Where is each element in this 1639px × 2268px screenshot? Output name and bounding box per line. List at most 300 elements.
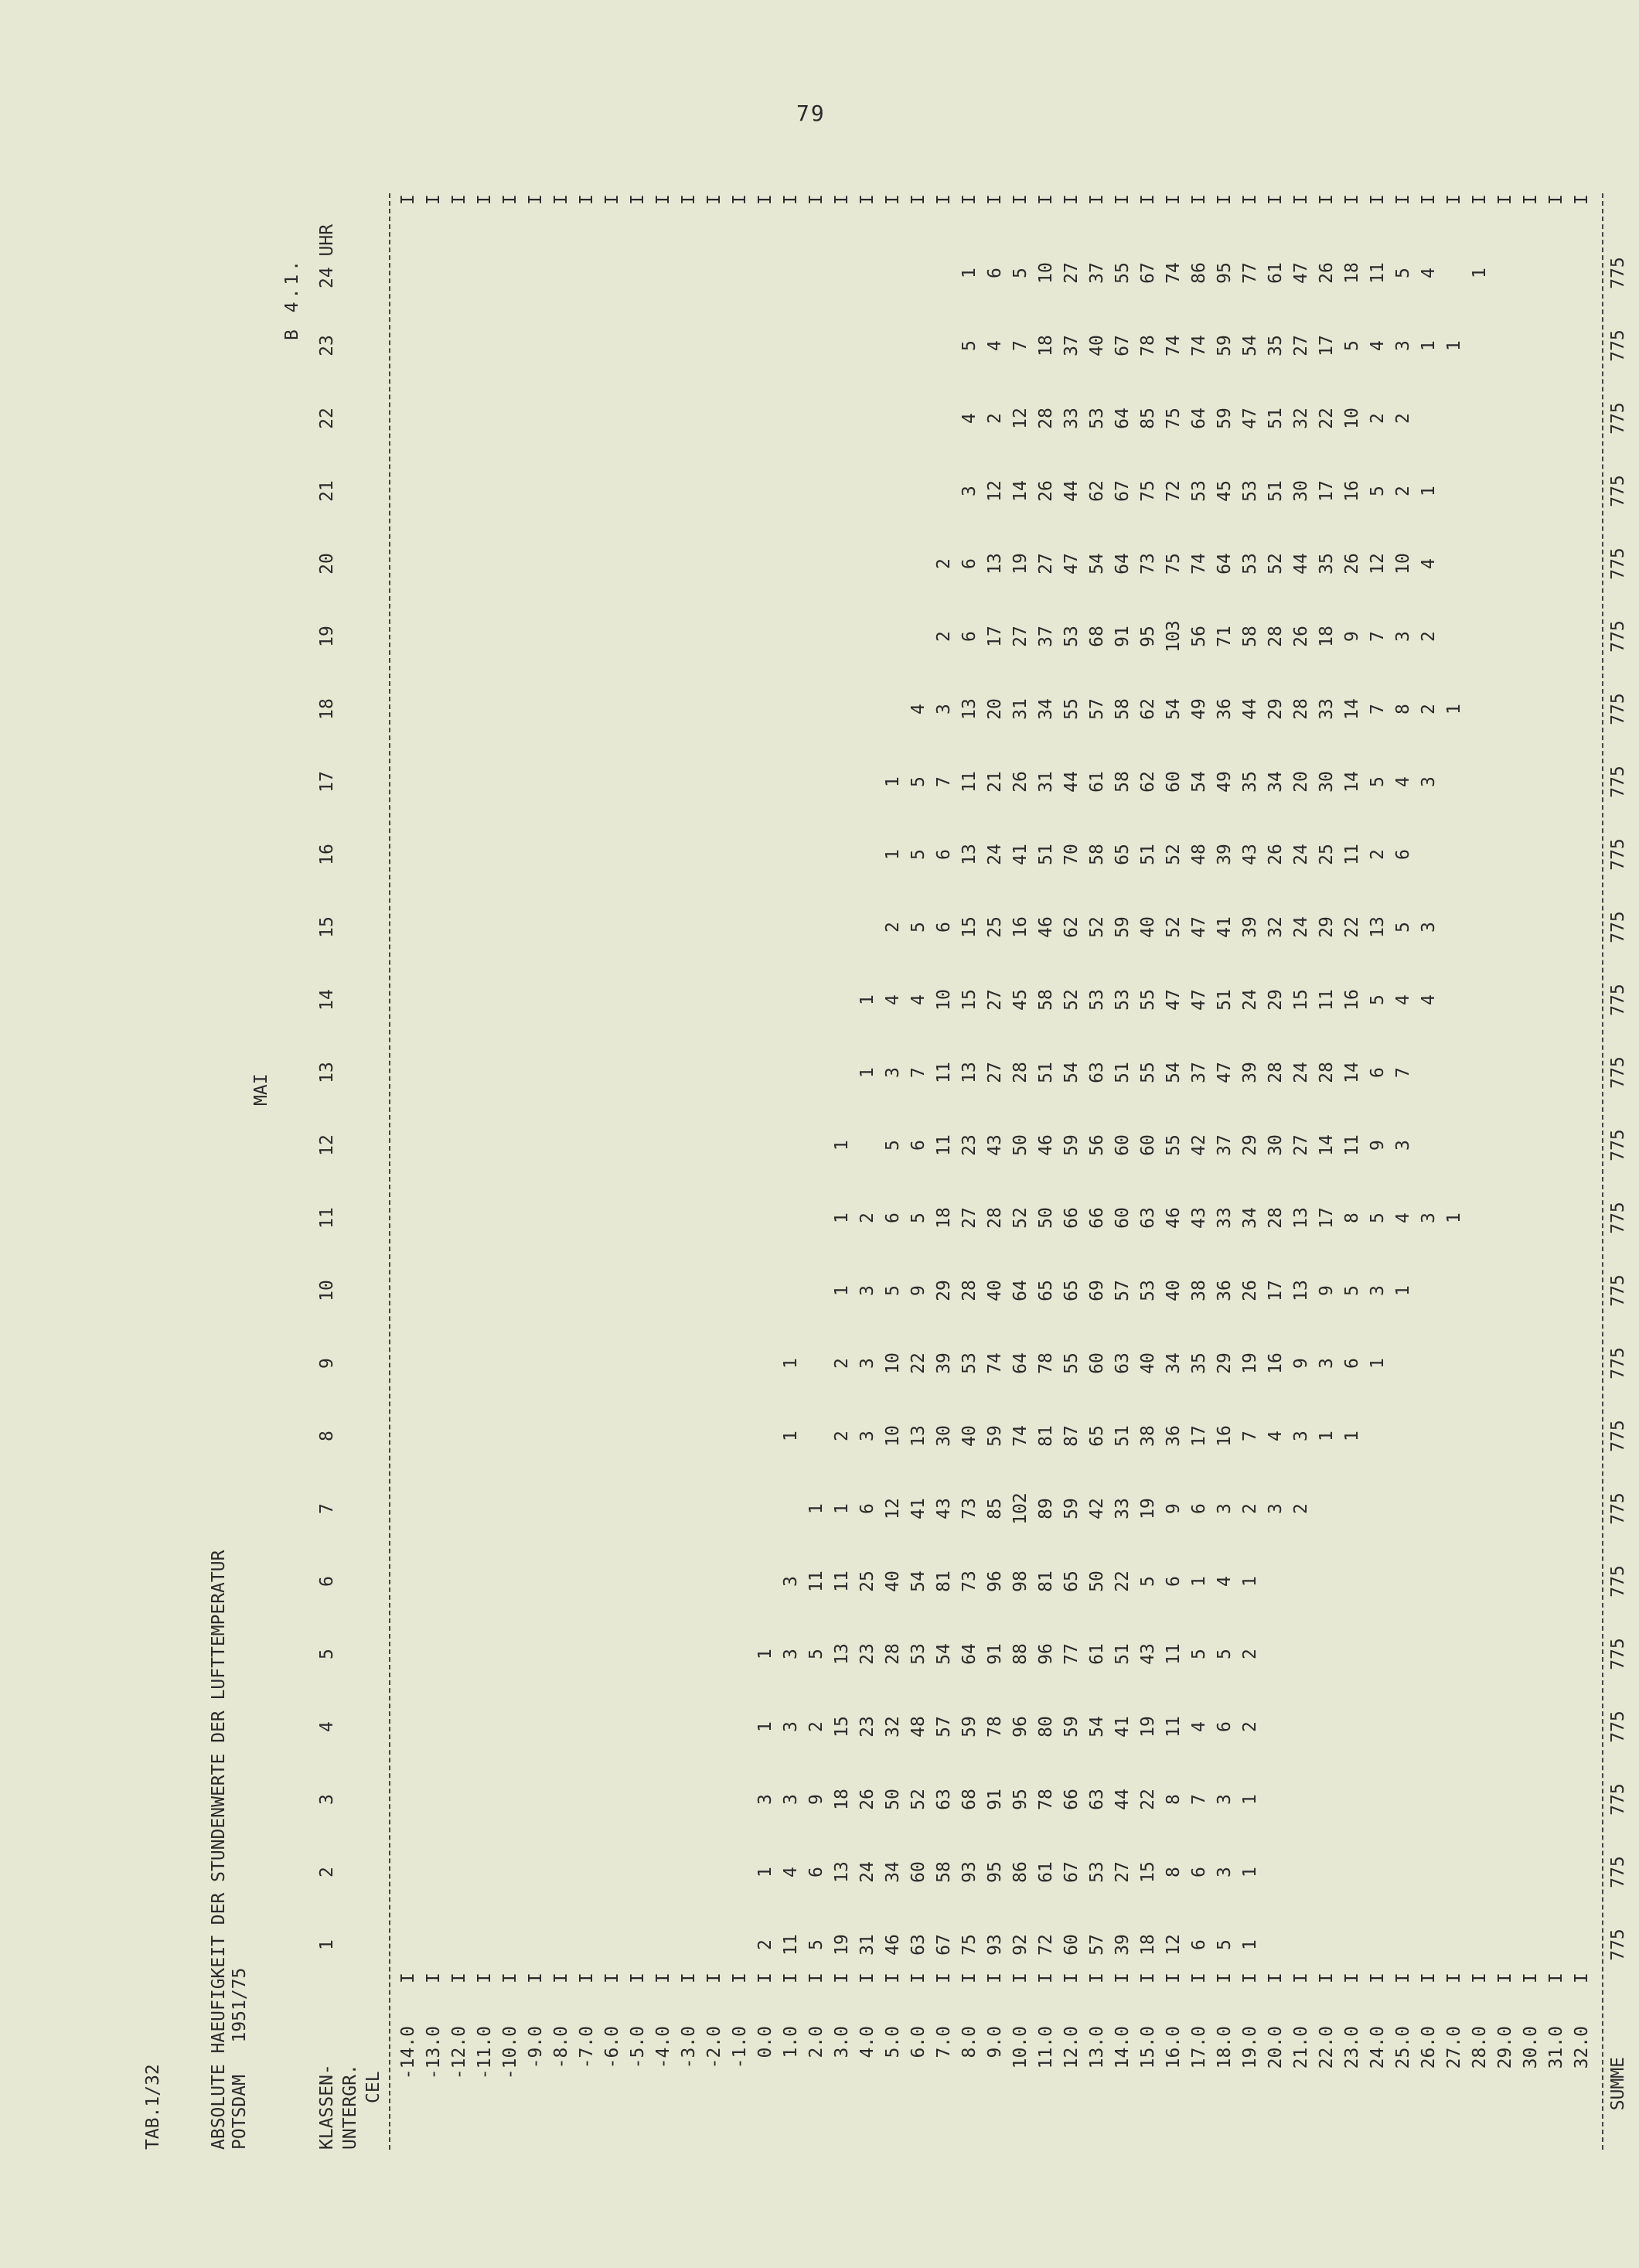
count-cell: 18 bbox=[1138, 1934, 1158, 1956]
count-cell: 51 bbox=[1215, 989, 1235, 1011]
count-cell: 5 bbox=[1215, 1939, 1235, 1950]
count-cell: 4 bbox=[908, 994, 929, 1005]
count-cell: 67 bbox=[1138, 262, 1158, 284]
hour-label: 2 bbox=[317, 1867, 337, 1877]
count-cell: 9 bbox=[1317, 1285, 1337, 1296]
count-cell: 85 bbox=[1138, 408, 1158, 429]
row-separator-mark: I bbox=[1061, 1973, 1082, 1983]
count-cell: 6 bbox=[1393, 849, 1413, 860]
hour-label: 11 bbox=[317, 1207, 337, 1229]
count-cell: 1 bbox=[1470, 268, 1490, 278]
row-end-mark: I bbox=[424, 194, 444, 205]
row-end-mark: I bbox=[398, 194, 418, 205]
count-cell: 8 bbox=[1164, 1794, 1184, 1805]
count-cell: 11 bbox=[781, 1934, 801, 1956]
hour-label: 4 bbox=[317, 1721, 337, 1732]
count-cell: 63 bbox=[1087, 1789, 1107, 1810]
count-cell: 11 bbox=[959, 771, 980, 793]
count-cell: 8 bbox=[1342, 1212, 1362, 1223]
class-bound-label: 10.0 bbox=[1010, 2026, 1031, 2069]
count-cell: 60 bbox=[908, 1861, 929, 1883]
count-cell: 1 bbox=[1444, 704, 1464, 715]
row-header-line-3: CEL bbox=[363, 2071, 383, 2103]
row-end-mark: I bbox=[1470, 194, 1490, 205]
count-cell: 57 bbox=[934, 1716, 954, 1738]
summe-cell: 775 bbox=[1608, 402, 1628, 435]
count-cell: 10 bbox=[883, 1425, 903, 1447]
row-end-mark: I bbox=[551, 194, 571, 205]
count-cell: 24 bbox=[1240, 989, 1260, 1011]
count-cell: 59 bbox=[1061, 1498, 1082, 1519]
count-cell: 2 bbox=[934, 558, 954, 569]
count-cell: 17 bbox=[1317, 335, 1337, 356]
count-cell: 8 bbox=[1164, 1867, 1184, 1877]
count-cell: 22 bbox=[1342, 916, 1362, 938]
row-separator-mark: I bbox=[1419, 1973, 1439, 1983]
count-cell: 24 bbox=[1291, 844, 1311, 865]
class-bound-label: 1.0 bbox=[781, 2026, 801, 2058]
count-cell: 81 bbox=[1036, 1425, 1056, 1447]
count-cell: 23 bbox=[857, 1716, 877, 1738]
count-cell: 51 bbox=[1266, 408, 1286, 429]
count-cell: 35 bbox=[1189, 1352, 1209, 1374]
summe-cell: 775 bbox=[1608, 1856, 1628, 1888]
count-cell: 3 bbox=[1393, 340, 1413, 351]
count-cell: 51 bbox=[1113, 1062, 1133, 1083]
count-cell: 59 bbox=[1215, 408, 1235, 429]
count-cell: 56 bbox=[1087, 1134, 1107, 1156]
count-cell: 2 bbox=[1393, 486, 1413, 496]
count-cell: 6 bbox=[1189, 1939, 1209, 1950]
summe-cell: 775 bbox=[1608, 766, 1628, 798]
count-cell: 53 bbox=[1240, 553, 1260, 575]
row-header-line-2: UNTERGR. bbox=[340, 2064, 360, 2150]
count-cell: 59 bbox=[1061, 1134, 1082, 1156]
count-cell: 4 bbox=[1393, 1212, 1413, 1223]
hour-label: 13 bbox=[317, 1062, 337, 1083]
count-cell: 54 bbox=[908, 1571, 929, 1592]
count-cell: 67 bbox=[1061, 1861, 1082, 1883]
table-number: TAB.1/32 bbox=[143, 2064, 163, 2150]
count-cell: 16 bbox=[1342, 989, 1362, 1011]
summe-cell: 775 bbox=[1608, 693, 1628, 725]
summe-cell: 775 bbox=[1608, 329, 1628, 362]
count-cell: 54 bbox=[1164, 1062, 1184, 1083]
row-separator-mark: I bbox=[1393, 1973, 1413, 1983]
count-cell: 7 bbox=[908, 1067, 929, 1078]
count-cell: 80 bbox=[1036, 1716, 1056, 1738]
count-cell: 53 bbox=[959, 1352, 980, 1374]
class-bound-label: -8.0 bbox=[551, 2026, 571, 2069]
count-cell: 2 bbox=[1368, 849, 1388, 860]
count-cell: 33 bbox=[1061, 408, 1082, 429]
summe-cell: 775 bbox=[1608, 984, 1628, 1016]
row-separator-mark: I bbox=[832, 1973, 852, 1983]
class-bound-label: 32.0 bbox=[1572, 2026, 1592, 2069]
hour-label: 12 bbox=[317, 1134, 337, 1156]
row-end-mark: I bbox=[1113, 194, 1133, 205]
row-separator-mark: I bbox=[1495, 1973, 1515, 1983]
count-cell: 38 bbox=[1138, 1425, 1158, 1447]
count-cell: 11 bbox=[1368, 262, 1388, 284]
count-cell: 5 bbox=[883, 1140, 903, 1151]
count-cell: 72 bbox=[1164, 480, 1184, 502]
count-cell: 1 bbox=[755, 1721, 775, 1732]
row-end-mark: I bbox=[679, 194, 699, 205]
count-cell: 53 bbox=[1087, 408, 1107, 429]
count-cell: 42 bbox=[1189, 1134, 1209, 1156]
count-cell: 28 bbox=[959, 1280, 980, 1301]
count-cell: 8 bbox=[1393, 704, 1413, 715]
count-cell: 1 bbox=[781, 1431, 801, 1441]
count-cell: 54 bbox=[1087, 553, 1107, 575]
count-cell: 13 bbox=[959, 1062, 980, 1083]
count-cell: 75 bbox=[1164, 408, 1184, 429]
count-cell: 19 bbox=[1010, 553, 1031, 575]
row-end-mark: I bbox=[602, 194, 622, 205]
count-cell: 5 bbox=[1215, 1649, 1235, 1659]
count-cell: 11 bbox=[806, 1571, 826, 1592]
row-separator-mark: I bbox=[424, 1973, 444, 1983]
count-cell: 52 bbox=[1266, 553, 1286, 575]
count-cell: 39 bbox=[1215, 844, 1235, 865]
count-cell: 24 bbox=[985, 844, 1005, 865]
count-cell: 1 bbox=[755, 1867, 775, 1877]
count-cell: 14 bbox=[1342, 771, 1362, 793]
count-cell: 37 bbox=[1061, 335, 1082, 356]
row-separator-mark: I bbox=[679, 1973, 699, 1983]
row-end-mark: I bbox=[1164, 194, 1184, 205]
count-cell: 38 bbox=[1189, 1280, 1209, 1301]
count-cell: 52 bbox=[1164, 916, 1184, 938]
count-cell: 1 bbox=[1419, 486, 1439, 496]
row-separator-mark: I bbox=[1342, 1973, 1362, 1983]
count-cell: 1 bbox=[1368, 1358, 1388, 1369]
count-cell: 45 bbox=[1010, 989, 1031, 1011]
count-cell: 30 bbox=[1291, 480, 1311, 502]
count-cell: 43 bbox=[1138, 1643, 1158, 1665]
count-cell: 25 bbox=[857, 1571, 877, 1592]
count-cell: 28 bbox=[883, 1643, 903, 1665]
row-separator-mark: I bbox=[704, 1973, 724, 1983]
count-cell: 1 bbox=[1240, 1794, 1260, 1805]
count-cell: 2 bbox=[1419, 631, 1439, 642]
count-cell: 57 bbox=[1087, 1934, 1107, 1956]
row-separator-mark: I bbox=[1266, 1973, 1286, 1983]
count-cell: 10 bbox=[883, 1352, 903, 1374]
count-cell: 5 bbox=[1189, 1649, 1209, 1659]
count-cell: 63 bbox=[1087, 1062, 1107, 1083]
count-cell: 31 bbox=[1010, 698, 1031, 720]
row-separator-mark: I bbox=[1546, 1973, 1566, 1983]
count-cell: 34 bbox=[1240, 1207, 1260, 1229]
count-cell: 52 bbox=[1061, 989, 1082, 1011]
count-cell: 20 bbox=[1291, 771, 1311, 793]
row-separator-mark: I bbox=[449, 1973, 469, 1983]
count-cell: 7 bbox=[934, 776, 954, 787]
count-cell: 1 bbox=[883, 776, 903, 787]
count-cell: 26 bbox=[1291, 626, 1311, 647]
count-cell: 29 bbox=[1215, 1352, 1235, 1374]
count-cell: 1 bbox=[1240, 1576, 1260, 1587]
count-cell: 2 bbox=[934, 631, 954, 642]
count-cell: 35 bbox=[1317, 553, 1337, 575]
count-cell: 52 bbox=[1087, 916, 1107, 938]
count-cell: 6 bbox=[934, 849, 954, 860]
count-cell: 17 bbox=[1189, 1425, 1209, 1447]
count-cell: 31 bbox=[1036, 771, 1056, 793]
row-separator-mark: I bbox=[1164, 1973, 1184, 1983]
count-cell: 17 bbox=[985, 626, 1005, 647]
count-cell: 46 bbox=[1164, 1207, 1184, 1229]
count-cell: 64 bbox=[1215, 553, 1235, 575]
table-title: ABSOLUTE HAEUFIGKEIT DER STUNDENWERTE DER LUFTTEMPERATUR bbox=[209, 1550, 229, 2150]
summe-cell: 775 bbox=[1608, 547, 1628, 580]
count-cell: 29 bbox=[1266, 989, 1286, 1011]
count-cell: 5 bbox=[1368, 486, 1388, 496]
count-cell: 14 bbox=[1010, 480, 1031, 502]
count-cell: 61 bbox=[1087, 1643, 1107, 1665]
count-cell: 28 bbox=[1266, 1062, 1286, 1083]
hour-label: 17 bbox=[317, 771, 337, 793]
count-cell: 11 bbox=[934, 1134, 954, 1156]
count-cell: 9 bbox=[1342, 631, 1362, 642]
row-end-mark: I bbox=[1266, 194, 1286, 205]
count-cell: 89 bbox=[1036, 1498, 1056, 1519]
class-bound-label: 22.0 bbox=[1317, 2026, 1337, 2069]
count-cell: 103 bbox=[1164, 620, 1184, 653]
count-cell: 39 bbox=[1240, 1062, 1260, 1083]
count-cell: 6 bbox=[959, 558, 980, 569]
count-cell: 51 bbox=[1266, 480, 1286, 502]
count-cell: 3 bbox=[781, 1721, 801, 1732]
count-cell: 2 bbox=[1393, 413, 1413, 424]
row-end-mark: I bbox=[449, 194, 469, 205]
count-cell: 73 bbox=[959, 1571, 980, 1592]
count-cell: 1 bbox=[781, 1358, 801, 1369]
count-cell: 36 bbox=[1215, 1280, 1235, 1301]
count-cell: 58 bbox=[1036, 989, 1056, 1011]
count-cell: 4 bbox=[1393, 776, 1413, 787]
count-cell: 25 bbox=[985, 916, 1005, 938]
count-cell: 18 bbox=[832, 1789, 852, 1810]
count-cell: 1 bbox=[857, 1067, 877, 1078]
class-bound-label: -3.0 bbox=[679, 2026, 699, 2069]
count-cell: 1 bbox=[755, 1649, 775, 1659]
count-cell: 2 bbox=[1419, 704, 1439, 715]
count-cell: 1 bbox=[1444, 1212, 1464, 1223]
count-cell: 47 bbox=[1164, 989, 1184, 1011]
count-cell: 28 bbox=[1010, 1062, 1031, 1083]
count-cell: 10 bbox=[1393, 553, 1413, 575]
count-cell: 1 bbox=[1240, 1939, 1260, 1950]
row-separator-mark: I bbox=[1368, 1973, 1388, 1983]
count-cell: 75 bbox=[1138, 480, 1158, 502]
hour-label: 18 bbox=[317, 698, 337, 720]
count-cell: 67 bbox=[1113, 480, 1133, 502]
row-end-mark: I bbox=[1317, 194, 1337, 205]
count-cell: 73 bbox=[959, 1498, 980, 1519]
class-bound-label: 28.0 bbox=[1470, 2026, 1490, 2069]
count-cell: 28 bbox=[1291, 698, 1311, 720]
row-separator-mark: I bbox=[806, 1973, 826, 1983]
row-separator-mark: I bbox=[1470, 1973, 1490, 1983]
count-cell: 33 bbox=[1215, 1207, 1235, 1229]
count-cell: 15 bbox=[1291, 989, 1311, 1011]
count-cell: 58 bbox=[1240, 626, 1260, 647]
count-cell: 75 bbox=[1164, 553, 1184, 575]
count-cell: 5 bbox=[1393, 268, 1413, 278]
count-cell: 66 bbox=[1087, 1207, 1107, 1229]
count-cell: 44 bbox=[1113, 1789, 1133, 1810]
count-cell: 50 bbox=[1087, 1571, 1107, 1592]
count-cell: 1 bbox=[832, 1212, 852, 1223]
count-cell: 59 bbox=[959, 1716, 980, 1738]
row-separator-mark: I bbox=[1189, 1973, 1209, 1983]
class-bound-label: 30.0 bbox=[1521, 2026, 1541, 2069]
count-cell: 77 bbox=[1240, 262, 1260, 284]
count-cell: 55 bbox=[1061, 698, 1082, 720]
count-cell: 65 bbox=[1113, 844, 1133, 865]
count-cell: 62 bbox=[1087, 480, 1107, 502]
count-cell: 27 bbox=[1036, 553, 1056, 575]
count-cell: 5 bbox=[1368, 994, 1388, 1005]
count-cell: 3 bbox=[781, 1576, 801, 1587]
row-separator-mark: I bbox=[653, 1973, 673, 1983]
footer-rule bbox=[1602, 193, 1603, 2150]
row-end-mark: I bbox=[1061, 194, 1082, 205]
class-bound-label: 29.0 bbox=[1495, 2026, 1515, 2069]
hour-label: 20 bbox=[317, 553, 337, 575]
row-separator-mark: I bbox=[1113, 1973, 1133, 1983]
summe-cell: 775 bbox=[1608, 1710, 1628, 1743]
count-cell: 37 bbox=[1087, 262, 1107, 284]
row-separator-mark: I bbox=[1215, 1973, 1235, 1983]
count-cell: 68 bbox=[1087, 626, 1107, 647]
count-cell: 28 bbox=[1036, 408, 1056, 429]
count-cell: 3 bbox=[1419, 1212, 1439, 1223]
row-separator-mark: I bbox=[551, 1973, 571, 1983]
count-cell: 3 bbox=[857, 1285, 877, 1296]
count-cell: 4 bbox=[883, 994, 903, 1005]
count-cell: 26 bbox=[1010, 771, 1031, 793]
count-cell: 40 bbox=[883, 1571, 903, 1592]
count-cell: 4 bbox=[908, 704, 929, 715]
count-cell: 58 bbox=[1113, 771, 1133, 793]
count-cell: 4 bbox=[1393, 994, 1413, 1005]
row-end-mark: I bbox=[1291, 194, 1311, 205]
count-cell: 1 bbox=[832, 1140, 852, 1151]
count-cell: 19 bbox=[1240, 1352, 1260, 1374]
count-cell: 15 bbox=[1138, 1861, 1158, 1883]
summe-cell: 775 bbox=[1608, 1347, 1628, 1380]
count-cell: 39 bbox=[1240, 916, 1260, 938]
count-cell: 2 bbox=[883, 922, 903, 933]
hour-label: 22 bbox=[317, 408, 337, 429]
count-cell: 11 bbox=[1342, 844, 1362, 865]
summe-cell: 775 bbox=[1608, 1129, 1628, 1161]
count-cell: 14 bbox=[1342, 1062, 1362, 1083]
class-bound-label: 7.0 bbox=[934, 2026, 954, 2058]
count-cell: 26 bbox=[1240, 1280, 1260, 1301]
row-separator-mark: I bbox=[1138, 1973, 1158, 1983]
class-bound-label: 25.0 bbox=[1393, 2026, 1413, 2069]
count-cell: 40 bbox=[1087, 335, 1107, 356]
row-separator-mark: I bbox=[475, 1973, 495, 1983]
count-cell: 1 bbox=[1342, 1431, 1362, 1441]
count-cell: 41 bbox=[1215, 916, 1235, 938]
count-cell: 22 bbox=[908, 1352, 929, 1374]
count-cell: 52 bbox=[908, 1789, 929, 1810]
count-cell: 91 bbox=[985, 1643, 1005, 1665]
row-separator-mark: I bbox=[908, 1973, 929, 1983]
count-cell: 4 bbox=[1419, 558, 1439, 569]
row-separator-mark: I bbox=[1010, 1973, 1031, 1983]
count-cell: 2 bbox=[832, 1358, 852, 1369]
count-cell: 62 bbox=[1138, 771, 1158, 793]
count-cell: 88 bbox=[1010, 1643, 1031, 1665]
count-cell: 16 bbox=[1010, 916, 1031, 938]
count-cell: 13 bbox=[832, 1861, 852, 1883]
count-cell: 53 bbox=[1087, 989, 1107, 1011]
row-end-mark: I bbox=[934, 194, 954, 205]
count-cell: 6 bbox=[857, 1503, 877, 1514]
count-cell: 27 bbox=[1113, 1861, 1133, 1883]
hour-label: 9 bbox=[317, 1358, 337, 1369]
count-cell: 51 bbox=[1138, 844, 1158, 865]
count-cell: 50 bbox=[883, 1789, 903, 1810]
count-cell: 9 bbox=[1164, 1503, 1184, 1514]
count-cell: 12 bbox=[1164, 1934, 1184, 1956]
class-bound-label: 20.0 bbox=[1266, 2026, 1286, 2069]
count-cell: 3 bbox=[857, 1358, 877, 1369]
count-cell: 9 bbox=[806, 1794, 826, 1805]
count-cell: 65 bbox=[1036, 1280, 1056, 1301]
count-cell: 44 bbox=[1061, 771, 1082, 793]
count-cell: 18 bbox=[1036, 335, 1056, 356]
class-bound-label: 15.0 bbox=[1138, 2026, 1158, 2069]
count-cell: 62 bbox=[1138, 698, 1158, 720]
count-cell: 75 bbox=[959, 1934, 980, 1956]
count-cell: 1 bbox=[959, 268, 980, 278]
count-cell: 3 bbox=[1291, 1431, 1311, 1441]
count-cell: 47 bbox=[1189, 989, 1209, 1011]
count-cell: 16 bbox=[1215, 1425, 1235, 1447]
count-cell: 2 bbox=[832, 1431, 852, 1441]
count-cell: 12 bbox=[1010, 408, 1031, 429]
count-cell: 5 bbox=[908, 849, 929, 860]
count-cell: 4 bbox=[781, 1867, 801, 1877]
class-bound-label: 11.0 bbox=[1036, 2026, 1056, 2069]
count-cell: 46 bbox=[1036, 1134, 1056, 1156]
count-cell: 3 bbox=[755, 1794, 775, 1805]
count-cell: 47 bbox=[1215, 1062, 1235, 1083]
count-cell: 49 bbox=[1215, 771, 1235, 793]
row-end-mark: I bbox=[1521, 194, 1541, 205]
row-separator-mark: I bbox=[1036, 1973, 1056, 1983]
count-cell: 74 bbox=[1164, 335, 1184, 356]
class-bound-label: -14.0 bbox=[398, 2026, 418, 2080]
count-cell: 92 bbox=[1010, 1934, 1031, 1956]
count-cell: 28 bbox=[985, 1207, 1005, 1229]
count-cell: 47 bbox=[1189, 916, 1209, 938]
count-cell: 3 bbox=[883, 1067, 903, 1078]
count-cell: 31 bbox=[857, 1934, 877, 1956]
row-separator-mark: I bbox=[781, 1973, 801, 1983]
count-cell: 12 bbox=[883, 1498, 903, 1519]
count-cell: 34 bbox=[1164, 1352, 1184, 1374]
count-cell: 58 bbox=[1087, 844, 1107, 865]
